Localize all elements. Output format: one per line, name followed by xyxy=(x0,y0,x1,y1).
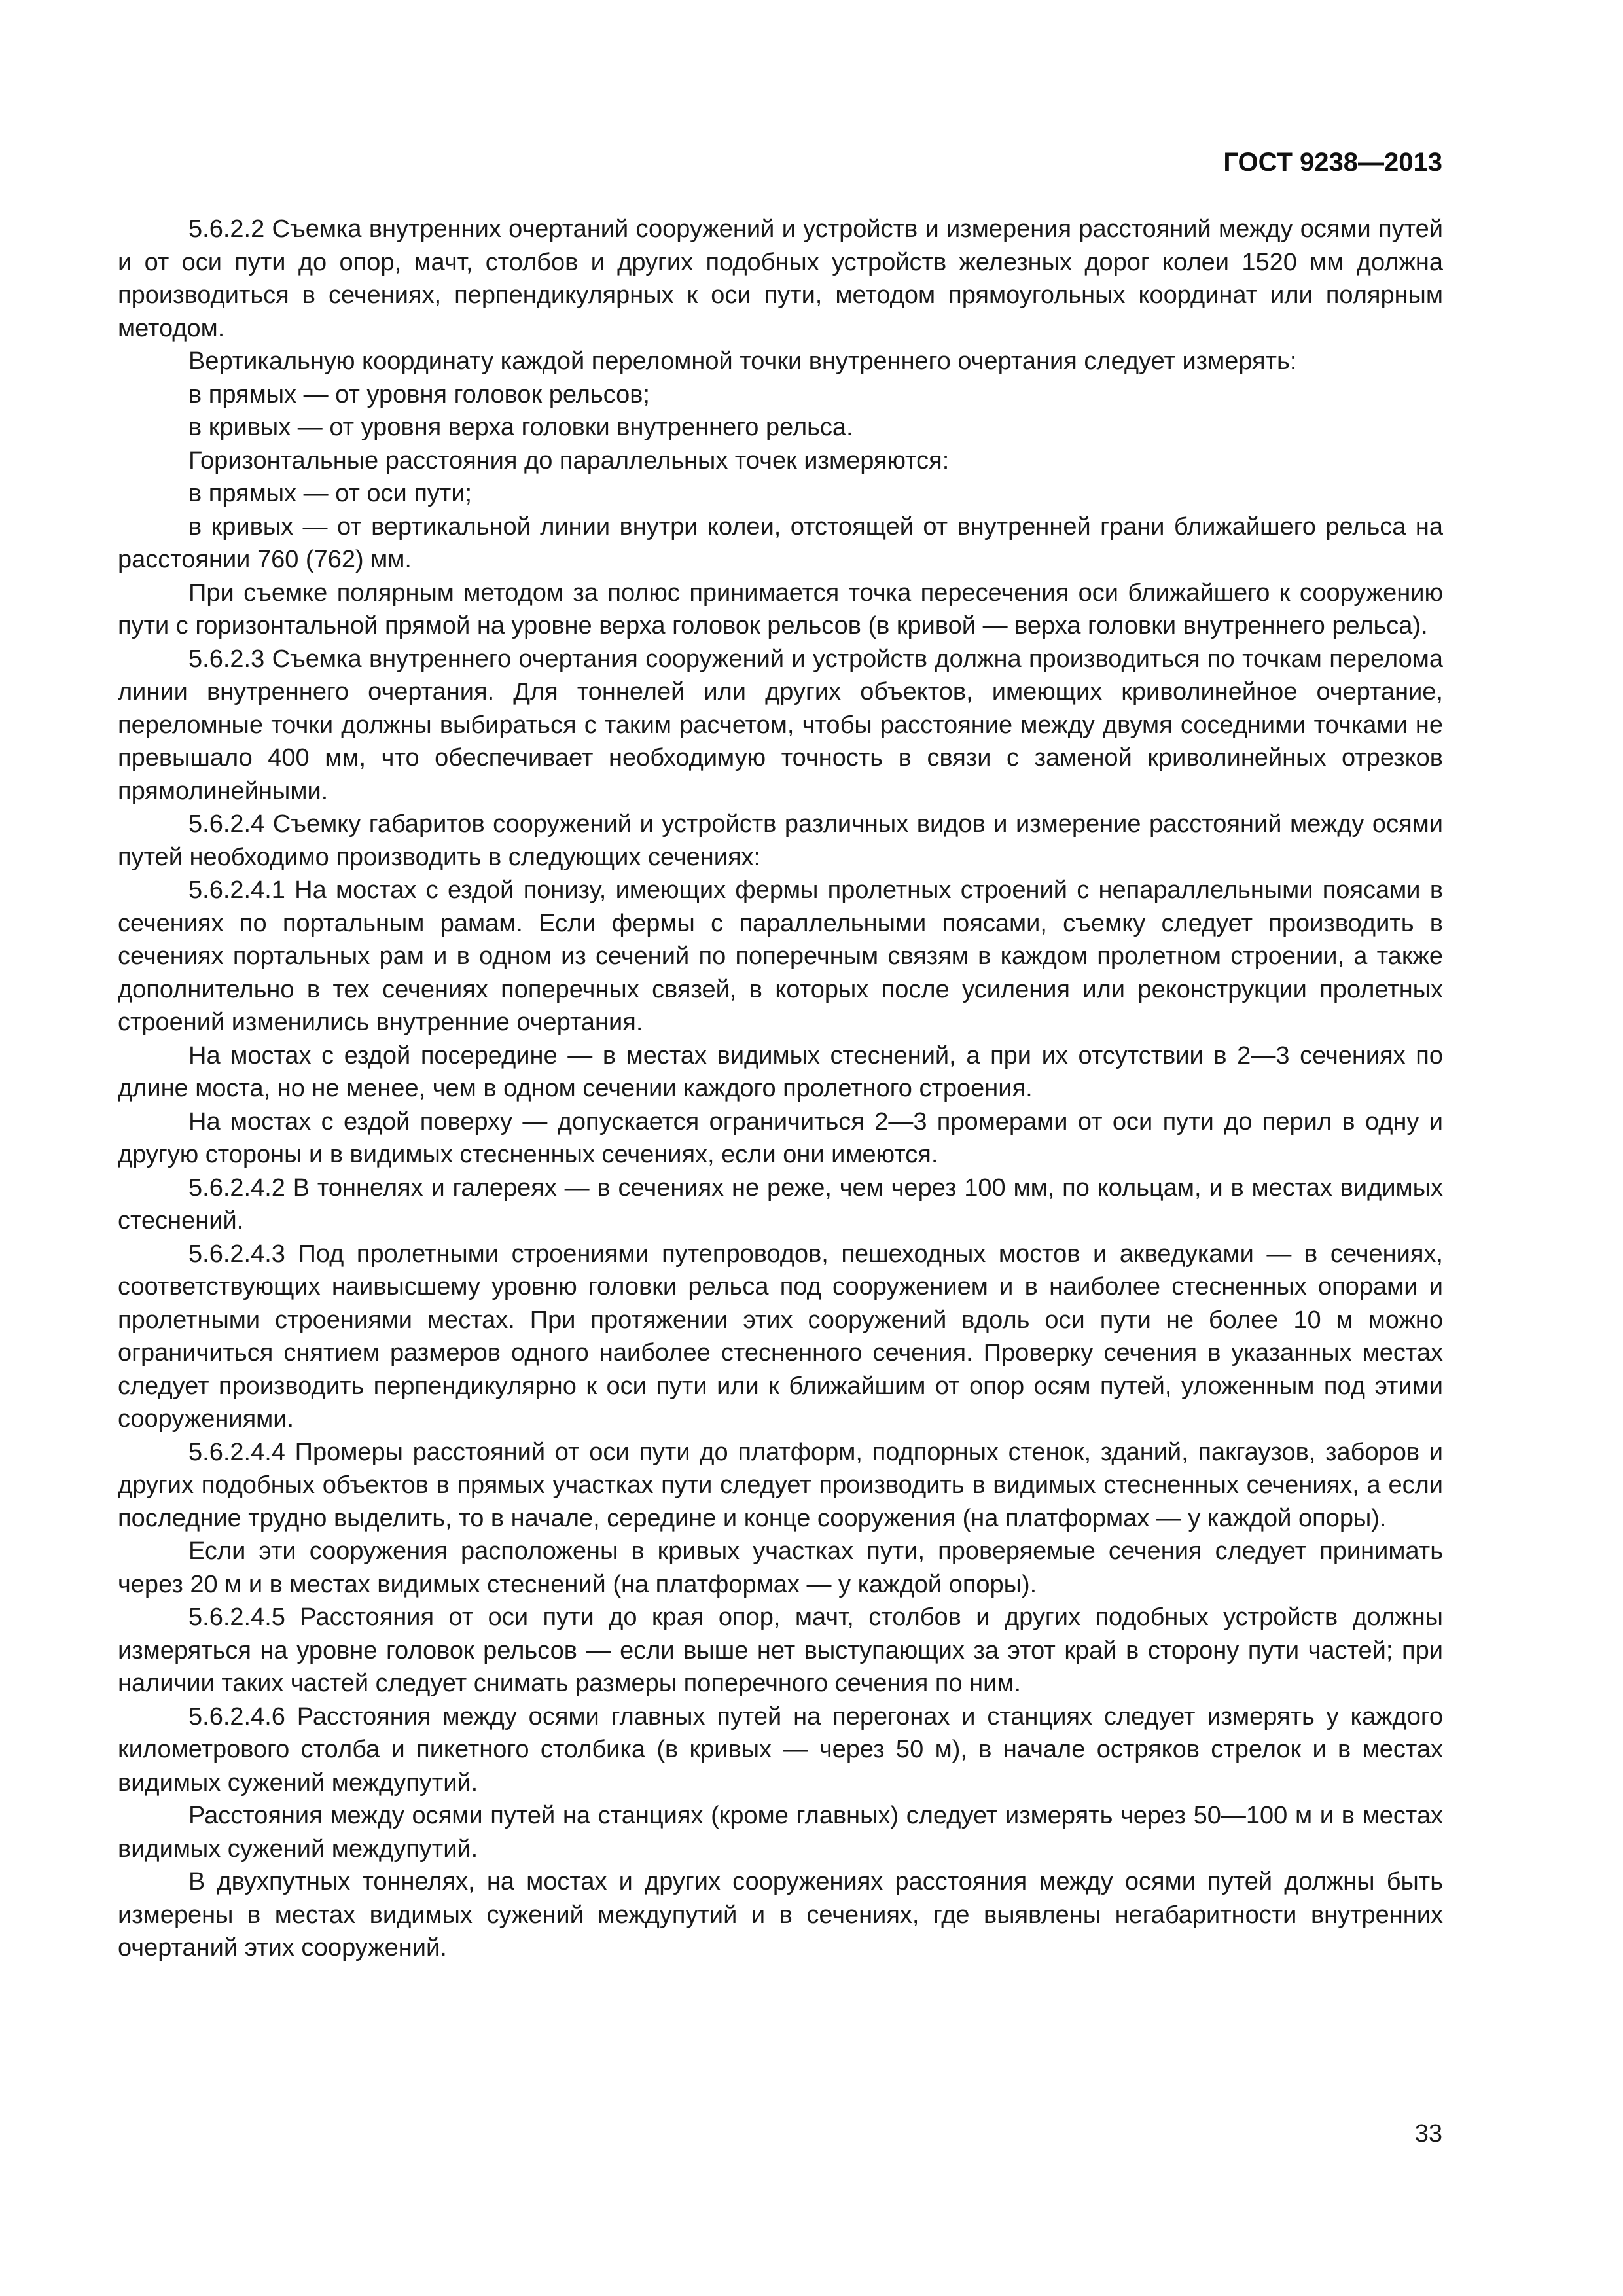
paragraph: 5.6.2.2 Съемка внутренних очертаний сооружений и устройств и измерения расстояний между осями путей и от оси пути до опор, мачт, столбов и других подобных устройств железных дорог колеи 1520 мм должна производиться в сечениях, перпендикулярных к оси пути, методом прямоугольных координат или полярным методом. xyxy=(118,215,1443,342)
paragraph: 5.6.2.4.6 Расстояния между осями главных путей на перегонах и станциях следует измерять у каждого километрового столба и пикетного столбика (в кривых — через 50 м), в начале остряков стрелок и в местах видимых сужений междупутий. xyxy=(118,1702,1443,1797)
body-text xyxy=(118,213,1443,1965)
paragraph: Горизонтальные расстояния до параллельных точек измеряются: xyxy=(188,446,950,475)
paragraph: 5.6.2.4.5 Расстояния от оси пути до края опор, мачт, столбов и других подобных устройств должны измеряться на уровне головок рельсов — если выше нет выступающих за этот край в сторону пути частей; при наличии таких частей следует снимать размеры поперечного сечения по ним. xyxy=(118,1604,1443,1697)
paragraph: На мостах с ездой посередине — в местах видимых стеснений, а при их отсутствии в 2—3 сечениях по длине моста, но не менее, чем в одном сечении каждого пролетного строения. xyxy=(118,1041,1443,1102)
paragraph: 5.6.2.4.3 Под пролетными строениями путепроводов, пешеходных мостов и акведуками — в сечениях, соответствующих наивысшему уровню головки рельса под сооружением и в наиболее стесненных опорами и пролетными строениями местах. При протяжении этих сооружений вдоль оси пути не более 10 м можно ограничиться снятием размеров одного наиболее стесненного сечения. Проверку сечения в указанных местах следует производить перпендикулярно к оси пути или к ближайшим от опор осям путей, уложенным под этими сооружениями. xyxy=(118,1240,1443,1433)
paragraph: Расстояния между осями путей на станциях (кроме главных) следует измерять через 50—100 м и в местах видимых сужений междупутий. xyxy=(118,1802,1443,1863)
paragraph: 5.6.2.4.2 В тоннелях и галереях — в сечениях не реже, чем через 100 мм, по кольцам, и в местах видимых стеснений. xyxy=(118,1174,1443,1234)
paragraph: 5.6.2.4.4 Промеры расстояний от оси пути до платформ, подпорных стенок, зданий, пакгаузов, заборов и других подобных объектов в прямых участках пути следует производить в видимых стесненных сечениях, а если последние трудно выделить, то в начале, середине и конце сооружения (на платформах — у каждой опоры). xyxy=(118,1438,1443,1532)
paragraph: Вертикальную координату каждой переломной точки внутреннего очертания следует измерять: xyxy=(188,348,1297,375)
paragraph: 5.6.2.4 Съемку габаритов сооружений и устройств различных видов и измерение расстояний между осями путей необходимо производить в следующих сечениях: xyxy=(118,810,1443,871)
paragraph: в кривых — от вертикальной линии внутри колеи, отстоящей от внутренней грани ближайшего рельса на расстоянии 760 (762) мм. xyxy=(118,512,1443,573)
standard-header: ГОСТ 9238—2013 xyxy=(1223,148,1442,177)
paragraph: в прямых — от уровня головок рельсов; xyxy=(188,380,650,408)
paragraph: В двухпутных тоннелях, на мостах и других сооружениях расстояния между осями путей должны быть измерены в местах видимых сужений междупутий и в сечениях, где выявлены негабаритности внутренних очертаний этих сооружений. xyxy=(118,1868,1443,1962)
paragraph: в прямых — от оси пути; xyxy=(188,480,473,507)
paragraph: На мостах с ездой поверху — допускается ограничиться 2—3 промерами от оси пути до перил в одну и другую стороны и в видимых стесненных сечениях, если они имеются. xyxy=(118,1107,1443,1168)
paragraph: 5.6.2.3 Съемка внутреннего очертания сооружений и устройств должна производиться по точкам перелома линии внутреннего очертания. Для тоннелей или других объектов, имеющих криволинейное очертание, переломные точки должны выбираться с таким расчетом, чтобы расстояние между двумя соседними точками не превышало 400 мм, что обеспечивает необходимую точность в связи с заменой криволинейных отрезков прямолинейными. xyxy=(118,645,1443,805)
paragraph: При съемке полярным методом за полюс принимается точка пересечения оси ближайшего к сооружению пути с горизонтальной прямой на уровне верха головок рельсов (в кривой — верха головки внутреннего рельса). xyxy=(118,579,1443,639)
paragraph: в кривых — от уровня верха головки внутреннего рельса. xyxy=(188,414,853,441)
paragraph: Если эти сооружения расположены в кривых участках пути, проверяемые сечения следует принимать через 20 м и в местах видимых стеснений (на платформах — у каждой опоры). xyxy=(118,1537,1443,1598)
page-number: 33 xyxy=(1414,2120,1442,2147)
paragraph: 5.6.2.4.1 На мостах с ездой понизу, имеющих фермы пролетных строений с непараллельными поясами в сечениях по портальным рамам. Если фермы с параллельными поясами, съемку следует производить в сечениях портальных рам и в одном из сечений по поперечным связям в каждом пролетном строении, а также дополнительно в тех сечениях поперечных связей, в которых после усиления или реконструкции пролетных строений изменились внутренние очертания. xyxy=(118,876,1443,1036)
